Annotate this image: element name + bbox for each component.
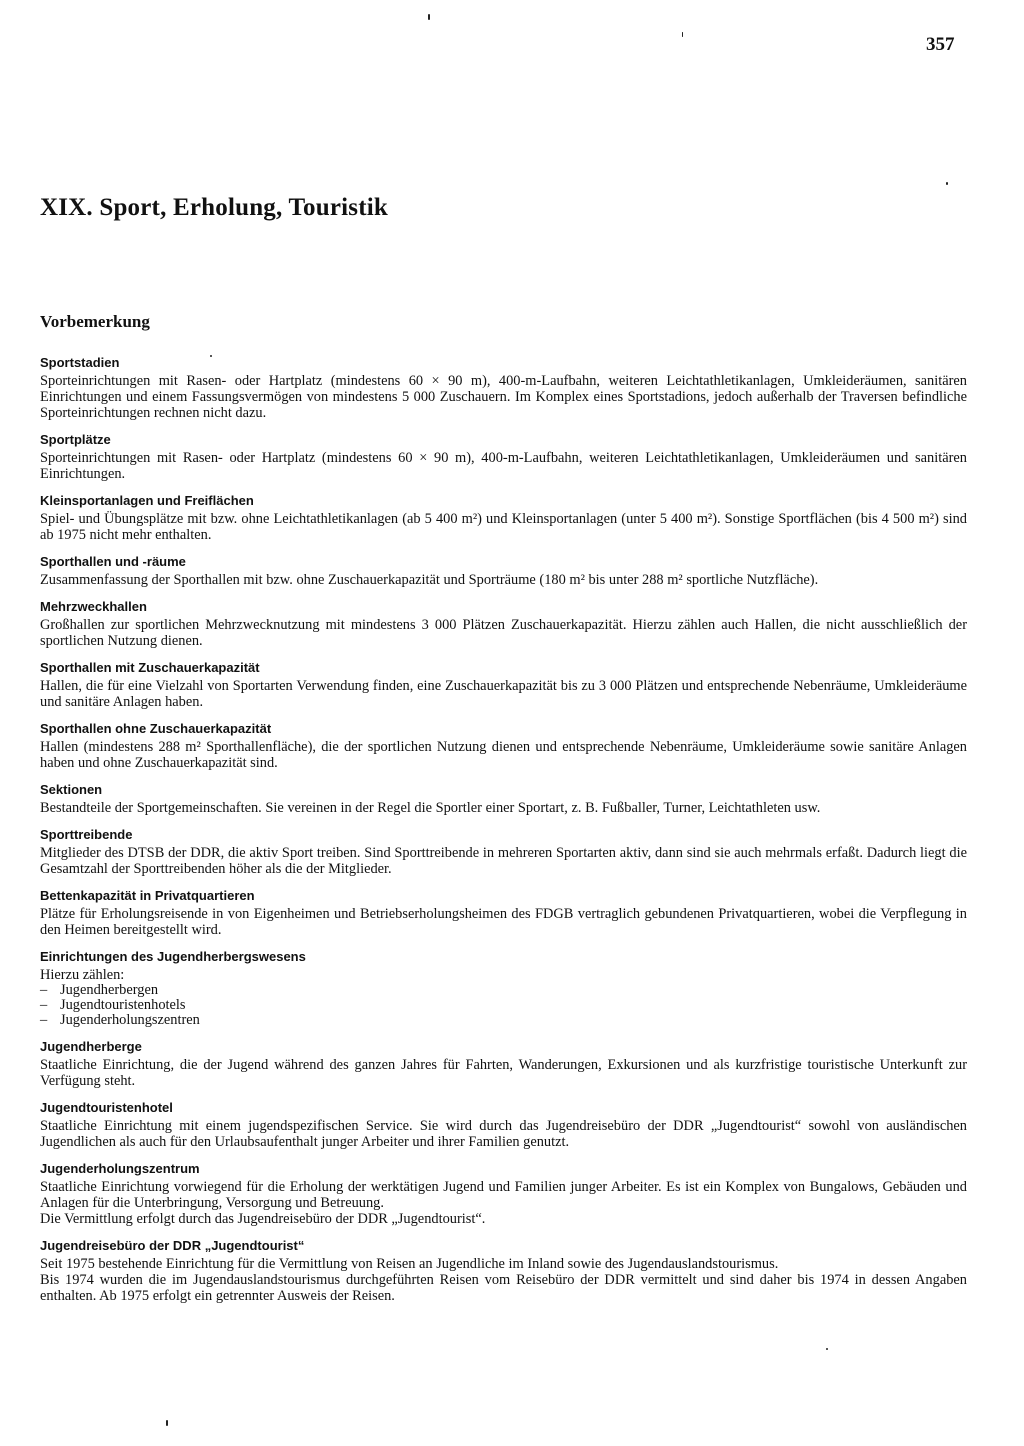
entry-sporthallen-ohne-zuschauer: [40, 720, 967, 771]
entry-body: Hallen, die für eine Vielzahl von Sportarten Verwendung finden, eine Zuschauerkapazität bis zu 3 000 Plätzen und entsprechende Nebenräume, Umkleideräume und sanitäre Anlagen haben.: [40, 678, 967, 710]
list-item-label: Jugendtouristenhotels: [60, 997, 186, 1013]
entry-body: Hallen (mindestens 288 m² Sporthallenfläche), die der sportlichen Nutzung dienen und entsprechende Nebenräume, Umkleideräume sowie sanitäre Anlagen haben und ohne Zuschauerkapazität sind.: [40, 739, 967, 771]
entry-sporthallen-mit-zuschauer: [40, 659, 967, 710]
scan-speck: [166, 1420, 168, 1426]
entry-body: Großhallen zur sportlichen Mehrzwecknutzung mit mindestens 3 000 Plätzen Zuschauerkapazität. Hierzu zählen auch Hallen, die nicht ausschließlich der sportlichen Nutzung dienen.: [40, 617, 967, 649]
entry-body: Staatliche Einrichtung, die der Jugend während des ganzen Jahres für Fahrten, Wanderungen, Exkursionen und als kurzfristige touristische Unterkunft zur Verfügung steht.: [40, 1057, 967, 1089]
scan-speck: [826, 1348, 828, 1350]
list-item-label: Jugenderholungszentren: [60, 1012, 200, 1028]
entry-title: Sektionen: [40, 782, 103, 797]
list-item: [40, 998, 967, 1013]
entry-body: Zusammenfassung der Sporthallen mit bzw. ohne Zuschauerkapazität und Sporträume (180 m² bis unter 288 m² sportliche Nutzfläche).: [40, 572, 819, 588]
entry-title: Jugenderholungszentrum: [40, 1161, 200, 1176]
entry-sportplaetze: [40, 431, 967, 482]
list-item: [40, 1013, 967, 1028]
definitions-list: [40, 354, 967, 1314]
entry-body: Spiel- und Übungsplätze mit bzw. ohne Leichtathletikanlagen (ab 5 400 m²) und Kleinsportanlagen (unter 5 400 m²). Sonstige Sportflächen (bis 4 500 m²) sind ab 1975 nicht mehr enthalten.: [40, 511, 967, 543]
page-number: 357: [926, 34, 955, 55]
list-item-label: Jugendherbergen: [60, 982, 159, 998]
scan-speck: [682, 32, 683, 37]
entry-body: Staatliche Einrichtung vorwiegend für die Erholung der werktätigen Jugend und Familien junger Arbeiter. Es ist ein Komplex von Bungalows, Gebäuden und Anlagen für die Unterbringung, Versorgung und Betreuung.: [40, 1179, 967, 1211]
entry-title: Kleinsportanlagen und Freiflächen: [40, 493, 254, 508]
entry-title: Sportplätze: [40, 432, 111, 447]
entry-mehrzweckhallen: [40, 598, 967, 649]
entry-title: Mehrzweckhallen: [40, 599, 147, 614]
facility-list: [40, 983, 967, 1028]
entry-sportstadien: [40, 354, 967, 421]
dash-bullet: –: [40, 1012, 48, 1028]
chapter-title: XIX. Sport, Erholung, Touristik: [40, 194, 388, 221]
scan-speck: [946, 182, 948, 185]
entry-body: Staatliche Einrichtung mit einem jugendspezifischen Service. Sie wird durch das Jugendreisebüro der DDR „Jugendtourist“ sowohl von ausländischen Jugendlichen als auch für den Urlaubsaufenthalt junger Arbeiter und ihrer Familien genutzt.: [40, 1118, 967, 1150]
entry-body: Sporteinrichtungen mit Rasen- oder Hartplatz (mindestens 60 × 90 m), 400-m-Laufbahn, weiteren Leichtathletikanlagen, Umkleideräumen und sanitären Einrichtungen.: [40, 450, 967, 482]
dash-bullet: –: [40, 997, 48, 1013]
entry-intro: Hierzu zählen:: [40, 967, 125, 983]
entry-jugendherberge: [40, 1038, 967, 1089]
entry-title: Sportstadien: [40, 355, 120, 370]
entry-title: Sporthallen ohne Zuschauerkapazität: [40, 721, 272, 736]
entry-jugendtouristenhotel: [40, 1099, 967, 1150]
entry-title: Sporttreibende: [40, 827, 133, 842]
entry-body: Mitglieder des DTSB der DDR, die aktiv Sport treiben. Sind Sporttreibende in mehreren Sportarten aktiv, dann sind sie auch mehrmals erfaßt. Dadurch liegt die Gesamtzahl der Sporttreibenden höher als die der Mitglieder.: [40, 845, 967, 877]
entry-title: Jugendtouristenhotel: [40, 1100, 173, 1115]
entry-body-continued: Die Vermittlung erfolgt durch das Jugendreisebüro der DDR „Jugendtourist“.: [40, 1211, 486, 1227]
entry-title: Sporthallen und -räume: [40, 554, 186, 569]
entry-title: Bettenkapazität in Privatquartieren: [40, 888, 255, 903]
list-item: [40, 983, 967, 998]
entry-jugenderholungszentrum: [40, 1160, 967, 1227]
entry-sporttreibende: [40, 826, 967, 877]
entry-title: Sporthallen mit Zuschauerkapazität: [40, 660, 260, 675]
scan-speck: [210, 355, 212, 357]
entry-body: Sporteinrichtungen mit Rasen- oder Hartplatz (mindestens 60 × 90 m), 400-m-Laufbahn, weiteren Leichtathletikanlagen, Umkleideräumen, sanitären Einrichtungen und einem Fassungsvermögen von mindestens 5 000 Zuschauern. Im Komplex eines Sportstadions, jedoch außerhalb der Traversen befindliche Sporteinrichtungen rechnen nicht dazu.: [40, 373, 967, 421]
entry-body: Seit 1975 bestehende Einrichtung für die Vermittlung von Reisen an Jugendliche im Inland sowie des Jugendauslandstourismus.: [40, 1256, 779, 1272]
entry-jugendreisebuero: [40, 1237, 967, 1304]
entry-jugendherbergswesen: [40, 948, 967, 1028]
entry-sporthallen-raeume: [40, 553, 967, 588]
entry-sektionen: [40, 781, 967, 816]
entry-title: Jugendherberge: [40, 1039, 142, 1054]
entry-title: Einrichtungen des Jugendherbergswesens: [40, 949, 306, 964]
dash-bullet: –: [40, 982, 48, 998]
entry-kleinsportanlagen: [40, 492, 967, 543]
entry-body: Bestandteile der Sportgemeinschaften. Sie vereinen in der Regel die Sportler einer Sportart, z. B. Fußballer, Turner, Leichtathleten usw.: [40, 800, 821, 816]
scan-speck: [428, 14, 430, 20]
entry-bettenkapazitaet: [40, 887, 967, 938]
section-title: Vorbemerkung: [40, 312, 150, 331]
entry-title: Jugendreisebüro der DDR „Jugendtourist“: [40, 1238, 305, 1253]
entry-body: Plätze für Erholungsreisende in von Eigenheimen und Betriebserholungsheimen des FDGB vertraglich gebundenen Privatquartieren, wobei die Verpflegung in den Heimen bereitgestellt wird.: [40, 906, 967, 938]
entry-body-continued: Bis 1974 wurden die im Jugendauslandstourismus durchgeführten Reisen vom Reisebüro der DDR vermittelt und sind daher bis 1974 in dessen Angaben enthalten. Ab 1975 erfolgt ein getrennter Ausweis der Reisen.: [40, 1272, 967, 1304]
